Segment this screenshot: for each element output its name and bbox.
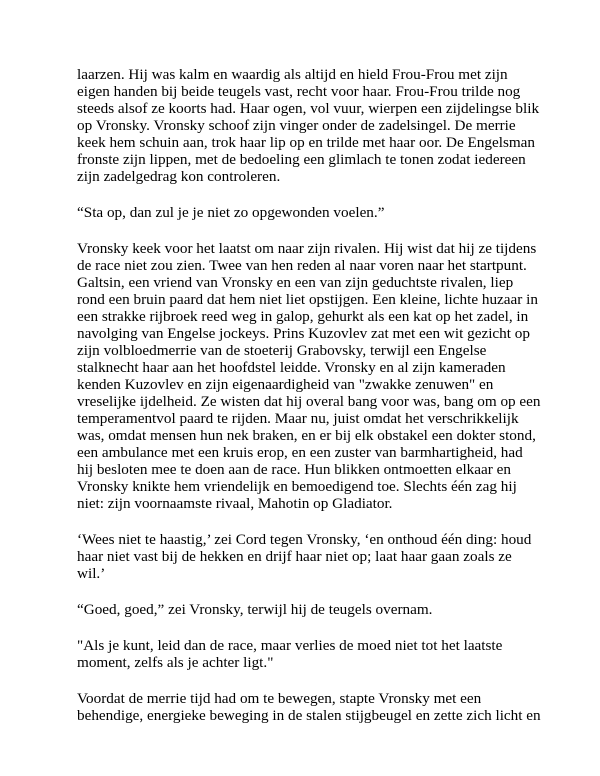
text-line: de race niet zou zien. Twee van hen reden al naar voren naar het startpunt. [77, 257, 527, 274]
text-line: een strakke rijbroek reed weg in galop, gehurkt als een kat op het zadel, in [77, 308, 529, 325]
text-line: haar niet vast bij de hekken en drijf haar niet op; laat haar gaan zoals ze [77, 548, 512, 565]
body-text [77, 66, 541, 724]
text-line: fronste zijn lippen, met de bedoeling een glimlach te tonen zodat iedereen [77, 151, 526, 168]
text-line: kenden Kuzovlev en zijn eigenaardigheid van "zwakke zenuwen" en [77, 376, 494, 393]
text-line: temperamentvol paard te rijden. Maar nu, juist omdat het verschrikkelijk [77, 410, 519, 427]
paragraph [77, 531, 533, 582]
text-line: “Sta op, dan zul je je niet zo opgewonden voelen.” [77, 204, 385, 221]
text-line: zijn zadelgedrag kon controleren. [77, 168, 281, 185]
paragraph [77, 204, 533, 221]
text-line: niet: zijn voornaamste rivaal, Mahotin op Gladiator. [77, 495, 393, 512]
paragraph [77, 637, 533, 671]
text-line: wil.’ [77, 565, 106, 582]
paragraph [77, 601, 533, 618]
text-line: “Goed, goed,” zei Vronsky, terwijl hij de teugels overnam. [77, 601, 433, 618]
text-line: "Als je kunt, leid dan de race, maar verlies de moed niet tot het laatste [77, 637, 503, 654]
text-line: een ambulance met een kruis erop, en een zuster van barmhartigheid, had [77, 444, 523, 461]
text-line: eigen handen bij beide teugels vast, recht voor haar. Frou-Frou trilde nog [77, 83, 521, 100]
text-line: behendige, energieke beweging in de stalen stijgbeugel en zette zich licht en [77, 707, 541, 724]
text-line: stalknecht haar aan het hoofdstel leidde. Vronsky en al zijn kameraden [77, 359, 506, 376]
paragraph [77, 66, 540, 185]
text-line: hij besloten mee te doen aan de race. Hun blikken ontmoetten elkaar en [77, 461, 511, 478]
text-line: laarzen. Hij was kalm en waardig als altijd en hield Frou-Frou met zijn [77, 66, 508, 83]
text-line: Voordat de merrie tijd had om te bewegen, stapte Vronsky met een [77, 690, 482, 707]
text-line: Galtsin, een vriend van Vronsky en een van zijn geduchtste rivalen, liep [77, 274, 514, 291]
text-line: Vronsky knikte hem vriendelijk en bemoedigend toe. Slechts één zag hij [77, 478, 517, 495]
text-line: keek hem schuin aan, trok haar lip op en trilde met haar oor. De Engelsman [77, 134, 536, 151]
text-line: navolging van Engelse jockeys. Prins Kuzovlev zat met een wit gezicht op [77, 325, 530, 342]
text-line: vreselijke ijdelheid. Ze wisten dat hij overal bang voor was, bang om op een [77, 393, 541, 410]
text-line: zijn volbloedmerrie van de stoeterij Grabovsky, terwijl een Engelse [77, 342, 487, 359]
text-line: ‘Wees niet te haastig,’ zei Cord tegen Vronsky, ‘en onthoud één ding: houd [77, 531, 532, 548]
paragraph [77, 690, 541, 724]
text-line: rond een bruin paard dat hem niet liet opstijgen. Een kleine, lichte huzaar in [77, 291, 538, 308]
text-line: Vronsky keek voor het laatst om naar zijn rivalen. Hij wist dat hij ze tijdens [77, 240, 537, 257]
text-line: was, omdat mensen hun nek braken, en er bij elk obstakel een dokter stond, [77, 427, 536, 444]
text-line: steeds alsof ze koorts had. Haar ogen, vol vuur, wierpen een zijdelingse blik [77, 100, 540, 117]
paragraph [77, 240, 541, 512]
text-line: op Vronsky. Vronsky schoof zijn vinger onder de zadelsingel. De merrie [77, 117, 516, 134]
text-line: moment, zelfs als je achter ligt." [77, 654, 274, 671]
